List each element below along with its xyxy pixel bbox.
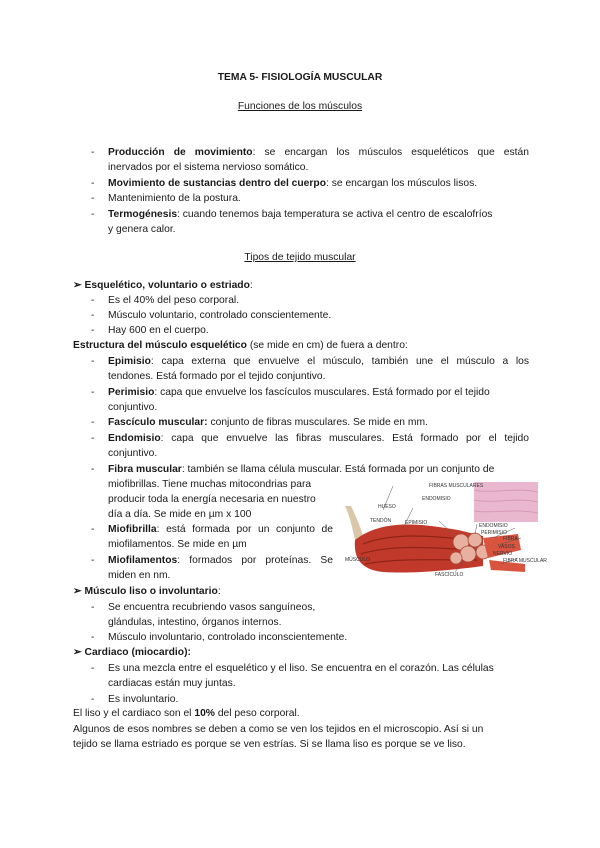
- heading-esqueletico: ➢ Esquelético, voluntario o estriado:: [73, 280, 253, 291]
- section-heading-funciones: Funciones de los músculos: [237, 101, 363, 112]
- bullet-dash: -: [91, 417, 95, 428]
- arrow-bullet-icon: ➢: [73, 280, 82, 291]
- label-nervio: NERVIO: [493, 551, 513, 557]
- list-item-continuation: cardiacas están muy juntas.: [108, 678, 236, 689]
- label-perimisio: PERIMISIO: [481, 530, 507, 536]
- list-item-continuation: glándulas, intestino, órganos internos.: [108, 617, 282, 628]
- heading-cardiaco: ➢ Cardiaco (miocardio):: [73, 647, 191, 658]
- bullet-dash: -: [91, 433, 95, 444]
- bullet-dash: -: [91, 325, 95, 336]
- label-musculo: MÚSCULO: [345, 557, 371, 563]
- list-item-continuation: día a día. Se mide en µm x 100: [108, 509, 252, 520]
- arrow-bullet-icon: ➢: [73, 647, 82, 658]
- list-item: Es involuntario.: [108, 694, 179, 705]
- bullet-dash: -: [91, 602, 95, 613]
- list-item-epimisio: Epimisio: capa externa que envuelve el músculo, también une el músculo a los: [108, 356, 529, 367]
- list-item-continuation: producir toda la energía necesaria en nuestro: [108, 494, 316, 505]
- bullet-dash: -: [91, 178, 95, 189]
- bullet-dash: -: [91, 209, 95, 220]
- bullet-dash: -: [91, 632, 95, 643]
- bullet-dash: -: [91, 295, 95, 306]
- closing-paragraph-1: El liso y el cardiaco son el 10% del peso corporal.: [73, 708, 300, 719]
- list-item: Hay 600 en el cuerpo.: [108, 325, 209, 336]
- closing-paragraph-2-line-1: Algunos de esos nombres se deben a como se ven los tejidos en el microscopio. Así si un: [73, 724, 484, 735]
- label-endomisio-2: ENDOMISIO: [479, 523, 508, 529]
- list-item: Es el 40% del peso corporal.: [108, 295, 240, 306]
- muscle-structure-figure: [343, 478, 547, 578]
- bullet-dash: -: [91, 356, 95, 367]
- heading-liso: ➢ Músculo liso o involuntario:: [73, 586, 221, 597]
- list-item-fasciculo: Fascículo muscular: conjunto de fibras musculares. Se mide en mm.: [108, 417, 428, 428]
- label-endomisio: ENDOMISIO: [422, 496, 451, 502]
- list-item-miofibrilla: Miofibrilla: está formada por un conjunto de: [108, 524, 333, 535]
- list-item-continuation: miden en nm.: [108, 570, 171, 581]
- list-item: Movimiento de sustancias dentro del cuerpo: se encargan los músculos lisos.: [108, 178, 478, 189]
- bullet-dash: -: [91, 555, 95, 566]
- list-item-miofilamentos: Miofilamentos: formados por proteínas. Se: [108, 555, 333, 566]
- bullet-dash: -: [91, 663, 95, 674]
- list-item: Se encuentra recubriendo vasos sanguíneos,: [108, 602, 316, 613]
- list-item: Mantenimiento de la postura.: [108, 193, 241, 204]
- label-fibra: FIBRA: [503, 536, 518, 542]
- closing-paragraph-2-line-2: tejido se llama estriado es porque se ven estrías. Si se llama liso es porque se ve liso.: [73, 739, 466, 750]
- list-item-fibra: Fibra muscular: también se llama célula muscular. Está formada por un conjunto de: [108, 464, 495, 475]
- bullet-dash: -: [91, 694, 95, 705]
- list-item-continuation: inervados por el sistema nervioso somático.: [108, 162, 309, 173]
- arrow-bullet-icon: ➢: [73, 586, 82, 597]
- label-hueso: HUESO: [378, 504, 396, 510]
- list-item-continuation: y genera calor.: [108, 224, 176, 235]
- list-item: Es una mezcla entre el esquelético y el liso. Se encuentra en el corazón. Las células: [108, 663, 494, 674]
- list-item-endomisio: Endomisio: capa que envuelve las fibras musculares. Está formado por el tejido: [108, 433, 529, 444]
- label-tendon: TENDÓN: [370, 518, 392, 524]
- list-item-continuation: miofibrillas. Tiene muchas mitocondrias para: [108, 479, 312, 490]
- list-item-continuation: conjuntivo.: [108, 448, 158, 459]
- label-fibras-musculares: FIBRAS MUSCULARES: [429, 483, 484, 489]
- bullet-dash: -: [91, 464, 95, 475]
- label-vasos: VASOS: [498, 544, 515, 550]
- bullet-dash: -: [91, 524, 95, 535]
- bullet-dash: -: [91, 193, 95, 204]
- list-item-continuation: tendones. Está formado por el tejido conjuntivo.: [108, 371, 326, 382]
- page-title: TEMA 5- FISIOLOGÍA MUSCULAR: [217, 72, 383, 83]
- list-item: Producción de movimiento: se encargan los músculos esqueléticos que están: [108, 147, 529, 158]
- list-item: Termogénesis: cuando tenemos baja temperatura se activa el centro de escalofríos: [108, 209, 493, 220]
- list-item-perimisio: Perimisio: capa que envuelve los fascículos musculares. Está formado por el tejido: [108, 387, 490, 398]
- bullet-dash: -: [91, 147, 95, 158]
- list-item: Músculo involuntario, controlado inconscientemente.: [108, 632, 348, 643]
- label-epimisio: EPIMISIO: [405, 520, 428, 526]
- bullet-dash: -: [91, 387, 95, 398]
- estructura-heading: Estructura del músculo esquelético (se mide en cm) de fuera a dentro:: [73, 340, 408, 351]
- label-fibra-muscular: FIBRA MUSCULAR: [503, 558, 547, 564]
- bullet-dash: -: [91, 310, 95, 321]
- list-item-continuation: conjuntivo.: [108, 402, 158, 413]
- label-fasciculo: FASCÍCULO: [435, 572, 464, 578]
- micrograph-image: [474, 482, 538, 522]
- section-heading-tipos: Tipos de tejido muscular: [244, 252, 356, 263]
- list-item: Músculo voluntario, controlado conscientemente.: [108, 310, 332, 321]
- list-item-continuation: miofilamentos. Se mide en µm: [108, 539, 247, 550]
